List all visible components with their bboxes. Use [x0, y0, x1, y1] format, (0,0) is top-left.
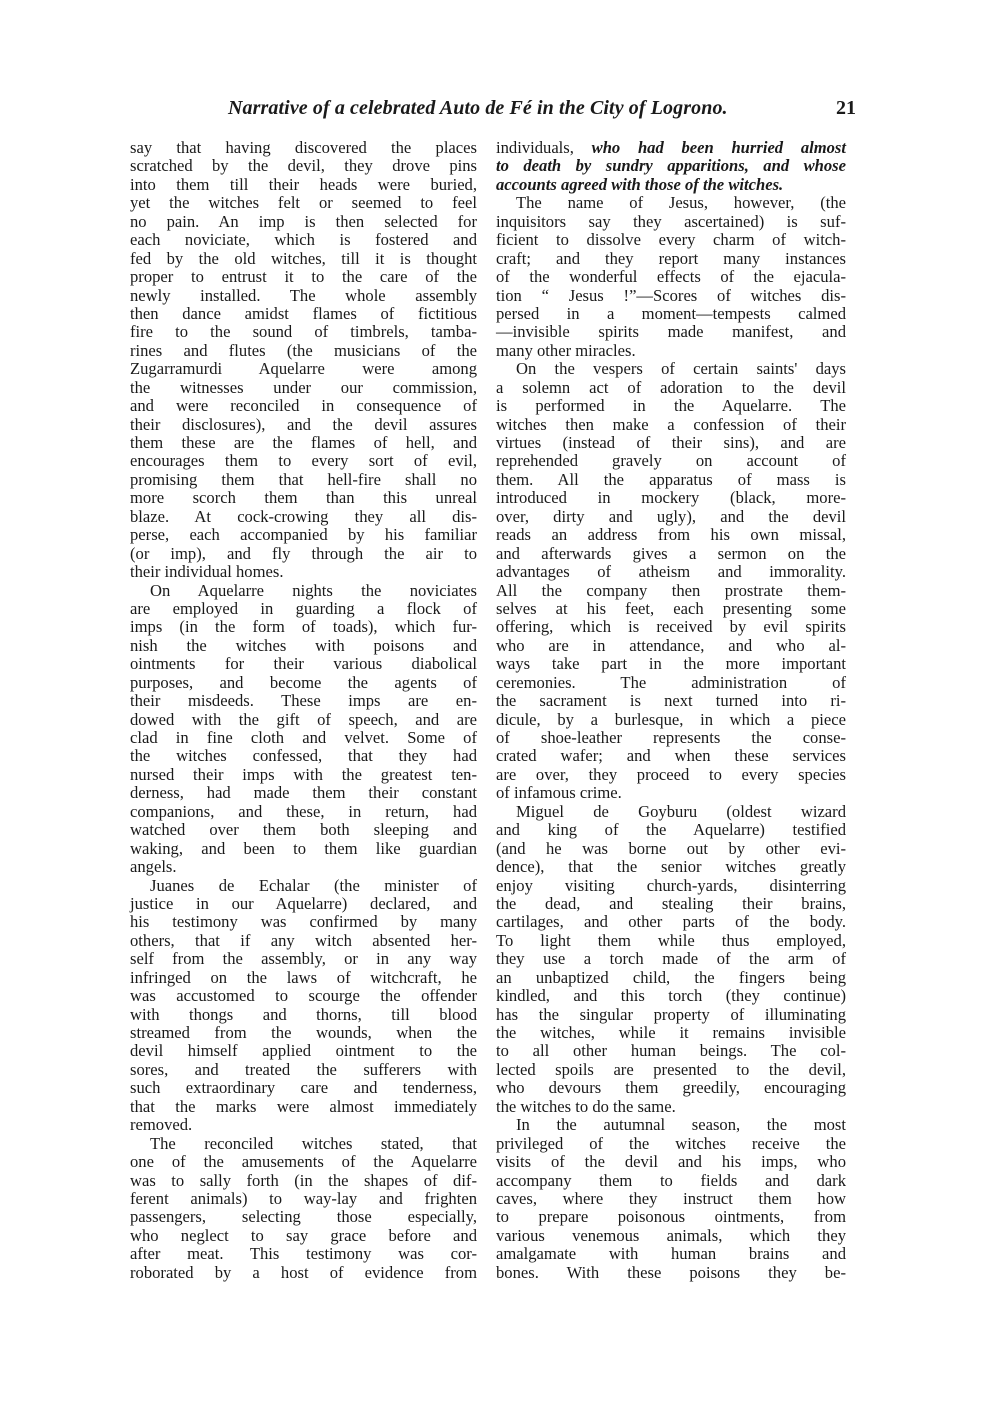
paragraph: [496, 194, 846, 360]
text-line: each noviciate, which is fostered and: [130, 230, 477, 250]
text-line: kindled, and this torch (they continue): [496, 986, 846, 1006]
text-line: their misdeeds. These imps are en-: [130, 691, 477, 711]
italic-text: accounts agreed with those of the witches.: [496, 174, 784, 194]
text-line: such extraordinary care and tenderness,: [130, 1078, 477, 1098]
text-line: ceremonies. The administration of: [496, 672, 846, 692]
text-line: streamed from the wounds, when the: [130, 1023, 477, 1042]
text-line: of shoe-leather represents the conse-: [496, 728, 846, 747]
text-line: yet the witches felt or seemed to feel: [130, 193, 477, 213]
text-line: —invisible spirits made manifest, and: [496, 322, 846, 342]
italic-text: who had been hurried almost: [591, 138, 847, 157]
text-line: the dead, and stealing their brains,: [496, 893, 846, 913]
text-line: accompany them to fields and dark: [496, 1170, 846, 1190]
plain-text: individuals,: [496, 138, 592, 157]
text-line: On Aquelarre nights the noviciates: [150, 580, 477, 600]
text-line: All the company then prostrate them-: [496, 580, 846, 600]
text-line: craft; and they report many instances: [496, 248, 846, 268]
text-line: nursed their imps with the greatest ten-: [130, 764, 477, 784]
paragraph: [130, 139, 477, 582]
text-line: amalgamate with human brains and: [496, 1244, 846, 1264]
text-line: roborated by a host of evidence from: [130, 1262, 477, 1282]
text-line: [496, 139, 846, 157]
text-line: justice in our Aquelarre) declared, and: [130, 893, 477, 913]
text-line: ferent animals) to way-lay and frighten: [130, 1188, 477, 1208]
text-line: one of the amusements of the Aquelarre: [130, 1152, 477, 1172]
text-line: To light them while thus employed,: [496, 930, 846, 950]
text-line: rines and flutes (the musicians of the: [130, 340, 477, 360]
text-line: and king of the Aquelarre) testified: [496, 820, 846, 840]
text-line: them these are the flames of hell, and: [130, 433, 477, 452]
italic-text: to death by sundry apparitions, and whose: [496, 156, 846, 176]
text-line: nish the witches with poisons and: [130, 635, 477, 655]
text-line: Juanes de Echalar (the minister of: [150, 875, 477, 895]
text-line: companions, and these, in return, had: [130, 801, 477, 821]
text-line: witches then make a confession of their: [496, 414, 846, 434]
text-line: privileged of the witches receive the: [496, 1133, 846, 1153]
text-line: (or imp), and fly through the air to: [130, 543, 477, 563]
text-line: dicule, by a burlesque, in which a piece: [496, 709, 846, 729]
text-line: removed.: [130, 1115, 193, 1135]
text-line: are employed in guarding a flock of: [130, 598, 477, 618]
text-line: The reconciled witches stated, that: [150, 1133, 477, 1153]
text-line: The name of Jesus, however, (the: [516, 193, 846, 213]
text-line: was to sally forth (in the shapes of dif-: [130, 1170, 477, 1190]
text-line: dowed with the gift of speech, and are: [130, 709, 477, 729]
text-line: reads an address from his own missal,: [496, 525, 846, 545]
running-title: Narrative of a celebrated Auto de Fé in the City of Logrono.: [228, 97, 728, 119]
text-line: of the wonderful effects of the ejacula-: [496, 267, 846, 287]
text-line: to prepare poisonous ointments, from: [496, 1207, 846, 1227]
text-line: ficient to dissolve every charm of witch-: [496, 230, 846, 250]
paragraph: [130, 877, 477, 1135]
text-line: clad in fine cloth and velvet. Some of: [130, 728, 477, 747]
text-line: many other miracles.: [496, 340, 636, 360]
text-line: blaze. At cock-crowing they all dis-: [130, 506, 477, 526]
text-line: with thongs and thorns, till blood: [130, 1004, 477, 1024]
paragraph: [130, 582, 477, 877]
text-line: crated wafer; and when these services: [496, 746, 846, 766]
text-line: the sacrament is next turned into ri-: [496, 691, 846, 711]
text-line: bones. With these poisons they be-: [496, 1262, 846, 1282]
text-line: purposes, and become the agents of: [130, 672, 477, 692]
text-line: they use a torch made of the arm of: [496, 949, 846, 969]
text-line: the witches, while it remains invisible: [496, 1023, 846, 1042]
text-line: perse, each accompanied by his familiar: [130, 525, 477, 545]
text-line: fed by the old witches, till it is thought: [130, 248, 477, 268]
text-line: the witches to do the same.: [496, 1096, 676, 1116]
text-line: then dance amidst flames of fictitious: [130, 303, 477, 323]
paragraph: [496, 360, 846, 803]
paragraph: [496, 139, 846, 194]
text-line: dence), that the senior witches greatly: [496, 857, 846, 877]
text-line: (and he was borne out by other evi-: [496, 838, 846, 858]
right-column: [496, 139, 846, 1282]
text-line: On the vespers of certain saints' days: [516, 359, 846, 379]
text-line: an unbaptized child, the fingers being: [496, 967, 846, 987]
text-line: Zugarramurdi Aquelarre were among: [130, 359, 477, 379]
text-line: of infamous crime.: [496, 783, 622, 803]
text-line: encourages them to every sort of evil,: [130, 451, 477, 471]
text-line: watched over them both sleeping and: [130, 820, 477, 840]
text-line: sores, and treated the sufferers with: [130, 1059, 477, 1079]
text-line: ways take part in the more important: [496, 654, 846, 674]
text-line: cartilages, and other parts of the body.: [496, 912, 846, 932]
text-line: fire to the sound of timbrels, tamba-: [130, 322, 477, 342]
text-line: a solemn act of adoration to the devil: [496, 377, 846, 397]
text-line: imps (in the form of toads), which fur-: [130, 617, 477, 637]
text-line: the witnesses under our commission,: [130, 377, 477, 397]
text-line: offering, which is received by evil spirits: [496, 617, 846, 637]
text-line: inquisitors say they ascertained) is suf-: [496, 211, 846, 231]
text-line: introduced in mockery (black, more-: [496, 488, 846, 508]
text-line: lected spoils are presented to the devil,: [496, 1059, 846, 1079]
text-line: derness, had made them their constant: [130, 783, 477, 803]
text-line: self from the assembly, or in any way: [130, 949, 477, 969]
text-line: the witches confessed, that they had: [130, 746, 477, 766]
page-number: 21: [836, 97, 856, 119]
text-line: angels.: [130, 857, 177, 877]
text-line: who devours them greedily, encouraging: [496, 1078, 846, 1098]
text-line: that the marks were almost immediately: [130, 1096, 477, 1116]
paragraph: [130, 1135, 477, 1283]
text-line: has the singular property of illuminating: [496, 1004, 846, 1024]
text-line: promising them that hell-fire shall no: [130, 469, 477, 489]
running-head: [228, 97, 856, 125]
text-line: and afterwards gives a sermon on the: [496, 543, 846, 563]
text-line: who neglect to say grace before and: [130, 1225, 477, 1245]
text-line: reprehended gravely on account of: [496, 451, 846, 471]
text-line: selves at his feet, each presenting some: [496, 598, 846, 618]
text-line: various venemous animals, which they: [496, 1225, 846, 1245]
text-line: others, that if any witch absented her-: [130, 930, 477, 950]
text-line: over, dirty and ugly), and the devil: [496, 506, 846, 526]
text-line: was accustomed to scourge the offender: [130, 986, 477, 1006]
text-line: and were reconciled in consequence of: [130, 396, 477, 416]
text-line: his testimony was confirmed by many: [130, 912, 477, 932]
paragraph: [496, 1116, 846, 1282]
text-line: to all other human beings. The col-: [496, 1041, 846, 1061]
text-line: Miguel de Goyburu (oldest wizard: [516, 801, 846, 821]
text-line: after meat. This testimony was cor-: [130, 1244, 477, 1264]
text-line: enjoy visiting church-yards, disinterring: [496, 875, 846, 895]
text-line: passengers, selecting those especially,: [130, 1207, 477, 1227]
text-line: In the autumnal season, the most: [516, 1115, 846, 1135]
text-line: are over, they proceed to every species: [496, 764, 846, 784]
paragraph: [496, 803, 846, 1116]
text-line: their individual homes.: [130, 562, 284, 582]
text-line: is performed in the Aquelarre. The: [496, 396, 846, 416]
text-line: waking, and been to them like guardian: [130, 838, 477, 858]
text-line: newly installed. The whole assembly: [130, 285, 477, 305]
text-line: into them till their heads were buried,: [130, 174, 477, 194]
text-line: virtues (instead of their sins), and are: [496, 433, 846, 452]
text-line: say that having discovered the places: [130, 138, 477, 157]
text-line: tion “ Jesus !”—Scores of witches dis-: [496, 285, 846, 305]
text-line: proper to entrust it to the care of the: [130, 267, 477, 287]
text-line: more scorch them than this unreal: [130, 488, 477, 508]
text-line: [496, 176, 846, 194]
text-line: advantages of atheism and immorality.: [496, 562, 846, 582]
text-line: their disclosures), and the devil assures: [130, 414, 477, 434]
text-line: scratched by the devil, they drove pins: [130, 156, 477, 176]
text-line: visits of the devil and his imps, who: [496, 1152, 846, 1172]
text-line: [496, 157, 846, 175]
text-line: ointments for their various diabolical: [130, 654, 477, 674]
text-line: caves, where they instruct them how: [496, 1188, 846, 1208]
text-line: persed in a moment—tempests calmed: [496, 303, 846, 323]
left-column: [130, 139, 477, 1282]
text-line: who are in attendance, and who al-: [496, 635, 846, 655]
text-line: infringed on the laws of witchcraft, he: [130, 967, 477, 987]
text-line: no pain. An imp is then selected for: [130, 211, 477, 231]
text-line: devil himself applied ointment to the: [130, 1041, 477, 1061]
text-line: them. All the apparatus of mass is: [496, 469, 846, 489]
